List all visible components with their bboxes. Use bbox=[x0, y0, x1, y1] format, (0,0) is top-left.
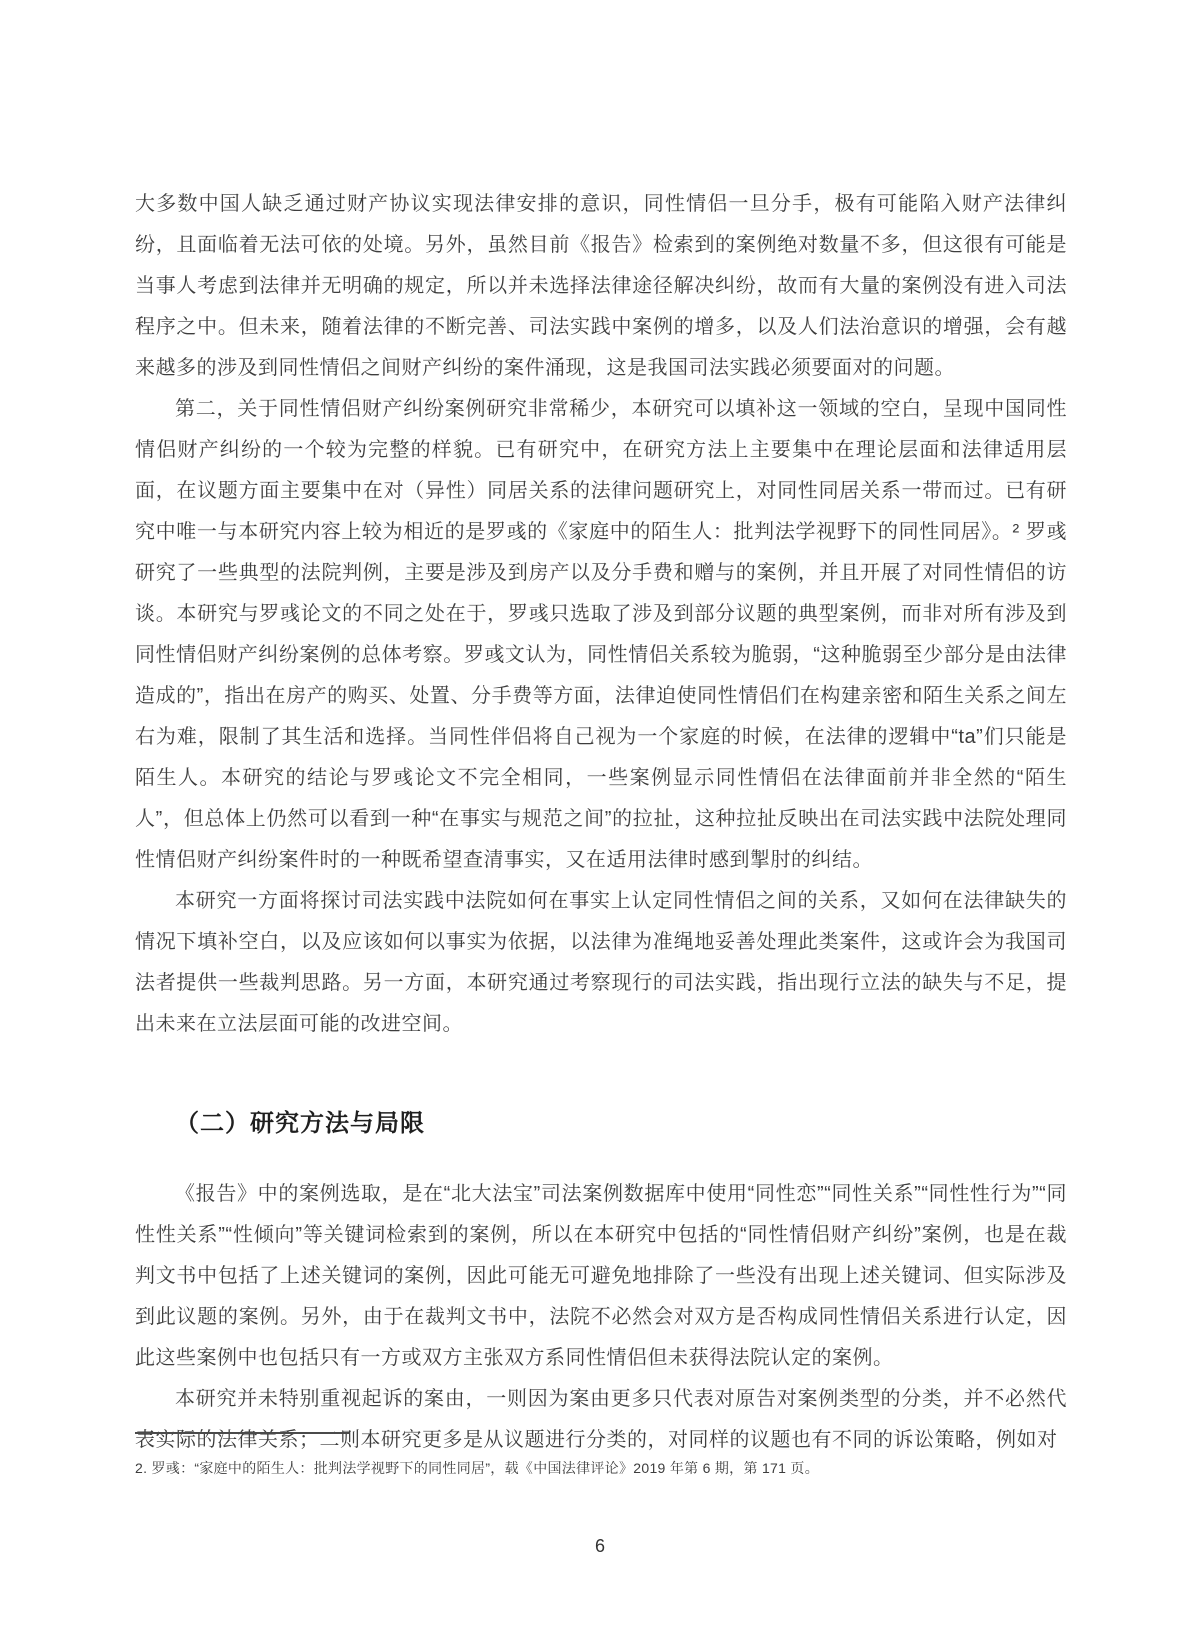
footnote-area bbox=[135, 1432, 1067, 1479]
page-number: 6 bbox=[594, 1536, 605, 1556]
paragraph: 本研究并未特别重视起诉的案由，一则因为案由更多只代表对原告对案例类型的分类，并不必然代表实际的法律关系；二则本研究更多是从议题进行分类的，对同样的议题也有不同的诉讼策略，例如对 bbox=[135, 1388, 1067, 1451]
footnote-divider bbox=[135, 1432, 349, 1434]
paragraph: 《报告》中的案例选取，是在“北大法宝”司法案例数据库中使用“同性恋”“同性关系”“同性性行为”“同性性关系”“性倾向”等关键词检索到的案例，所以在本研究中包括的“同性情侣财产纠纷”案例，也是在裁判文书中包括了上述关键词的案例，因此可能无可避免地排除了一些没有出现上述关键词、但实际涉及到此议题的案例。另外，由于在裁判文书中，法院不必然会对双方是否构成同性情侣关系进行认定，因此这些案例中也包括只有一方或双方主张双方系同性情侣但未获得法院认定的案例。 bbox=[135, 1183, 1067, 1369]
page-content bbox=[135, 184, 1067, 1461]
paragraph: 本研究一方面将探讨司法实践中法院如何在事实上认定同性情侣之间的关系，又如何在法律缺失的情况下填补空白，以及应该如何以事实为依据，以法律为准绳地妥善处理此类案件，这或许会为我国司法者提供一些裁判思路。另一方面，本研究通过考察现行的司法实践，指出现行立法的缺失与不足，提出未来在立法层面可能的改进空间。 bbox=[135, 890, 1067, 1035]
paragraph: 大多数中国人缺乏通过财产协议实现法律安排的意识，同性情侣一旦分手，极有可能陷入财产法律纠纷，且面临着无法可依的处境。另外，虽然目前《报告》检索到的案例绝对数量不多，但这很有可能是当事人考虑到法律并无明确的规定，所以并未选择法律途径解决纠纷，故而有大量的案例没有进入司法程序之中。但未来，随着法律的不断完善、司法实践中案例的增多，以及人们法治意识的增强，会有越来越多的涉及到同性情侣之间财产纠纷的案件涌现，这是我国司法实践必须要面对的问题。 bbox=[135, 193, 1067, 379]
footnote: 2. 罗彧：“家庭中的陌生人：批判法学视野下的同性同居”，载《中国法律评论》2019 年第 6 期，第 171 页。 bbox=[135, 1460, 820, 1476]
section-heading: （二）研究方法与局限 bbox=[175, 1110, 425, 1137]
paragraph: 第二，关于同性情侣财产纠纷案例研究非常稀少，本研究可以填补这一领域的空白，呈现中国同性情侣财产纠纷的一个较为完整的样貌。已有研究中，在研究方法上主要集中在理论层面和法律适用层面，在议题方面主要集中在对（异性）同居关系的法律问题研究上，对同性同居关系一带而过。已有研究中唯一与本研究内容上较为相近的是罗彧的《家庭中的陌生人：批判法学视野下的同性同居》。² 罗彧研究了一些典型的法院判例，主要是涉及到房产以及分手费和赠与的案例，并且开展了对同性情侣的访谈。本研究与罗彧论文的不同之处在于，罗彧只选取了涉及到部分议题的典型案例，而非对所有涉及到同性情侣财产纠纷案例的总体考察。罗彧文认为，同性情侣关系较为脆弱，“这种脆弱至少部分是由法律造成的”，指出在房产的购买、处置、分手费等方面，法律迫使同性情侣们在构建亲密和陌生关系之间左右为难，限制了其生活和选择。当同性伴侣将自己视为一个家庭的时候，在法律的逻辑中“ta”们只能是陌生人。本研究的结论与罗彧论文不完全相同，一些案例显示同性情侣在法律面前并非全然的“陌生人”，但总体上仍然可以看到一种“在事实与规范之间”的拉扯，这种拉扯反映出在司法实践中法院处理同性情侣财产纠纷案件时的一种既希望查清事实，又在适用法律时感到掣肘的纠结。 bbox=[135, 398, 1067, 871]
